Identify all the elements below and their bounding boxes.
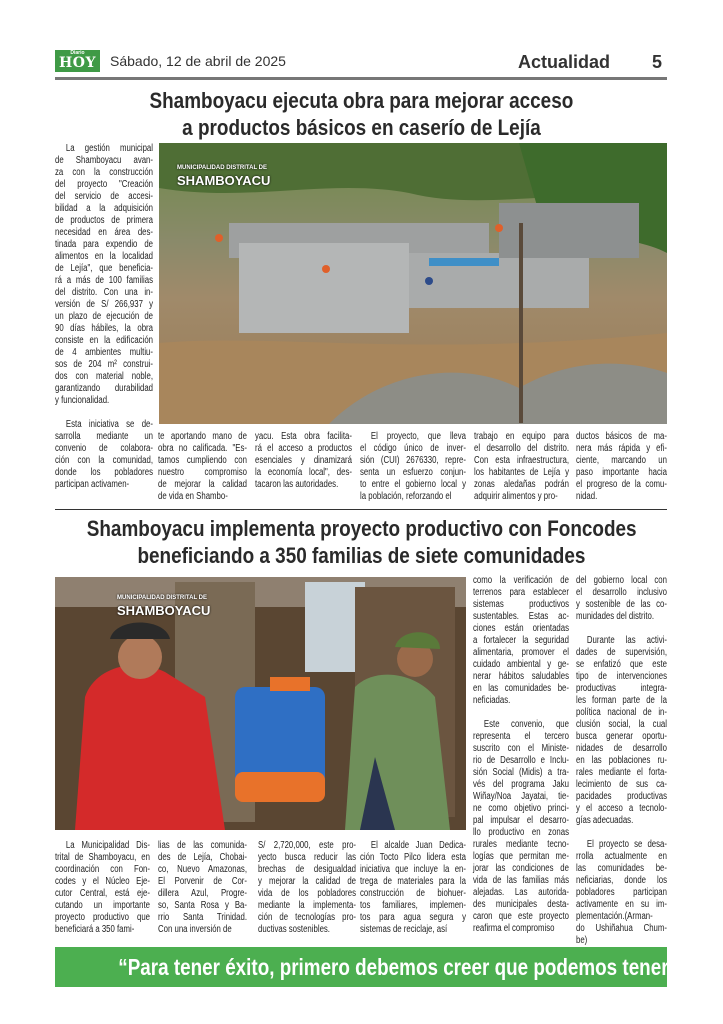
text-line: nidad.: [576, 491, 598, 502]
text-line: a fortalecer la seguridad: [473, 635, 569, 646]
text-line: Este convenio, que: [483, 719, 569, 730]
text-line: trabajo en equipo para: [474, 431, 569, 442]
text-line: nerar hábitos saludables: [473, 671, 569, 682]
text-line: de productos de primera: [55, 215, 153, 226]
text-line: les forman parte de la: [576, 695, 667, 706]
column-text: [576, 575, 667, 947]
text-line: sustentables. Estas ac-: [473, 611, 569, 622]
text-line: neficiarias, donde los: [576, 875, 667, 886]
text-line: do Ushiñahua Chum-: [576, 923, 667, 934]
headline-line: beneficiando a 350 familias de siete comunidades: [137, 543, 586, 568]
text-line: yecto busca reducir las: [258, 852, 356, 863]
quote-text: “Para tener éxito, primero debemos creer que podemos tenerlo”: [118, 954, 695, 980]
text-line: donde los pobladores: [55, 467, 153, 478]
column-text: [55, 840, 150, 936]
text-line: pal impulsar el desarro-: [473, 815, 569, 826]
text-line: rurales mediante tecno-: [473, 839, 569, 850]
quote-banner: [55, 947, 695, 987]
text-line: vida de los pobladores: [258, 888, 356, 899]
article1-column-1: [55, 143, 153, 491]
text-line: y el acceso a tecnolo-: [576, 803, 667, 814]
text-line: de vida en Shambo-: [158, 491, 228, 502]
article2-column-5: [473, 575, 569, 935]
article1-column-2: [158, 431, 247, 503]
paragraph-gap: [55, 407, 153, 419]
text-line: trital de Shamboyacu, en: [55, 852, 150, 863]
paragraph-gap: [576, 827, 667, 839]
text-line: cutando un importante: [55, 900, 150, 911]
text-line: munidades del distrito.: [576, 611, 655, 622]
column-text: [255, 431, 352, 491]
text-line: so, Santa Rosa y Ba-: [158, 900, 247, 911]
text-line: La Municipalidad Dis-: [65, 840, 150, 851]
column-text: [55, 143, 153, 491]
text-line: Wiñay/Noa Jayatai, tie-: [473, 791, 569, 802]
text-line: rrio Santa Trinidad.: [158, 912, 247, 923]
diario-hoy-logo: [55, 50, 100, 72]
headline-line: Shamboyacu implementa proyecto productivo con Foncodes: [86, 516, 637, 541]
text-line: el desarrollo inclusivo: [576, 587, 667, 598]
article2-column-3: [258, 840, 356, 936]
text-line: obra no calificada. "Es-: [158, 443, 247, 454]
column-text: [360, 840, 466, 936]
paragraph-gap: [473, 707, 569, 719]
text-line: senta un esfuerzo conjun-: [360, 467, 466, 478]
text-line: garantizando durabilidad: [55, 383, 153, 394]
text-line: y funcionalidad.: [55, 395, 110, 406]
text-line: consiste en la edificación: [55, 335, 153, 346]
text-line: co, Nuevo Amazonas,: [158, 864, 247, 875]
text-line: del proyecto "Creación: [55, 179, 153, 190]
article1-headline: [0, 87, 723, 141]
text-line: tacaron las autoridades.: [255, 479, 339, 490]
text-line: ción con la comunidad,: [55, 455, 153, 466]
photo-watermark: SHAMBOYACU: [177, 173, 271, 188]
text-line: El Porvenir de Cor-: [158, 876, 247, 887]
text-line: de Lejía", que beneficia-: [55, 263, 153, 274]
logo-big-text: HOY: [59, 55, 96, 71]
article2-column-4: [360, 840, 466, 936]
text-line: necesidad en área des-: [55, 227, 153, 238]
section-title: Actualidad: [518, 52, 611, 72]
text-line: Con una inversión de: [158, 924, 232, 935]
text-line: logías que permitan me-: [473, 851, 569, 862]
text-line: un plazo de ejecución de: [55, 311, 153, 322]
article1-photo-construction: [159, 143, 667, 424]
text-line: activamente en su im-: [576, 899, 667, 910]
text-line: pobladores participan: [576, 887, 667, 898]
text-line: cutor Central, está eje-: [55, 888, 150, 899]
text-line: ciente, marcando un: [576, 455, 667, 466]
text-line: suscrito con el Ministe-: [473, 743, 569, 754]
text-line: rales mediante el forta-: [576, 767, 667, 778]
text-line: representa el tercero: [473, 731, 569, 742]
text-line: rio de Desarrollo e Inclu-: [473, 755, 569, 766]
text-line: sistemas de reciclaje, así: [360, 924, 448, 935]
paragraph-gap: [576, 623, 667, 635]
article2-column-1: [55, 840, 150, 936]
text-line: la economía local", des-: [255, 467, 352, 478]
text-line: brechas de desigualdad: [258, 864, 356, 875]
text-line: dillera Azul, Progre-: [158, 888, 247, 899]
text-line: la población, reforzando el: [360, 491, 452, 502]
text-line: sarrolla mediante un: [55, 431, 153, 442]
page-number: 5: [652, 52, 663, 72]
text-line: ductivas sostenibles.: [258, 924, 330, 935]
text-line: gías adecuadas.: [576, 815, 634, 826]
text-line: codes y el Núcleo Eje-: [55, 876, 150, 887]
text-line: beneficiará a 350 fami-: [55, 924, 135, 935]
text-line: Durante las activi-: [586, 635, 667, 646]
text-line: cuidado ambiental y ge-: [473, 659, 569, 670]
text-line: como la verificación de: [473, 575, 569, 586]
text-line: coordinación con Fon-: [55, 864, 150, 875]
text-line: tos para agua segura y: [360, 912, 466, 923]
column-text: [360, 431, 466, 503]
text-line: Esta iniciativa se de-: [65, 419, 153, 430]
text-line: del distrito. Con una in-: [55, 287, 153, 298]
text-line: se enfatizó que este: [576, 659, 667, 670]
text-line: S/ 2,720,000, este pro-: [258, 840, 356, 851]
text-line: La gestión municipal: [65, 143, 153, 154]
text-line: te aportando mano de: [158, 431, 247, 442]
text-line: busca generar oportu-: [576, 731, 667, 742]
column-text: [258, 840, 356, 936]
text-line: del gobierno local con: [576, 575, 667, 586]
text-line: yacu. Esta obra facilita-: [255, 431, 352, 442]
text-line: lecimiento de sus ca-: [576, 779, 667, 790]
text-line: alejadas. Las autorida-: [473, 887, 569, 898]
text-line: sos de 204 m² construi-: [55, 359, 153, 370]
text-line: y sostenible de las co-: [576, 599, 667, 610]
text-line: dades de supervisión,: [576, 647, 667, 658]
text-line: ción de tecnologías pro-: [258, 912, 356, 923]
text-line: tos familiares, implemen-: [360, 900, 466, 911]
text-line: bilidad a la adquisición: [55, 203, 153, 214]
text-line: versión de S/ 266,937 y: [55, 299, 153, 310]
photo-watermark-small: MUNICIPALIDAD DISTRITAL DE: [117, 595, 207, 601]
text-line: el progreso de la comu-: [576, 479, 667, 490]
column-text: [158, 431, 247, 503]
text-line: terrenos para establecer: [473, 587, 569, 598]
text-line: sistemas productivos: [473, 599, 569, 610]
column-text: [576, 431, 667, 503]
text-line: ductos básicos de ma-: [576, 431, 667, 442]
issue-date: Sábado, 12 de abril de 2025: [110, 53, 286, 69]
text-line: del servicio de accesi-: [55, 191, 153, 202]
text-line: jorar las condiciones de: [473, 863, 569, 874]
text-line: alimentaria, promover el: [473, 647, 569, 658]
text-line: sión Social (Midis) a tra-: [473, 767, 569, 778]
text-line: política nacional de in-: [576, 707, 667, 718]
article1-column-4: [360, 431, 466, 503]
text-line: rrolla actualmente en: [576, 851, 667, 862]
photo-watermark-small: MUNICIPALIDAD DISTRITAL DE: [177, 165, 267, 171]
text-line: participan activamen-: [55, 479, 130, 490]
text-line: rá a más de 100 familias: [55, 275, 153, 286]
article2-headline: [0, 515, 723, 569]
text-line: za con la construcción: [55, 167, 153, 178]
text-line: des de Lejía, Chobai-: [158, 852, 247, 863]
text-line: vida de las familias más: [473, 875, 569, 886]
text-line: y mejorar la calidad de: [258, 876, 356, 887]
text-line: construcción de biohuer-: [360, 888, 466, 899]
text-line: zonas aledañas podrán: [474, 479, 569, 490]
text-line: nera más rápida y efi-: [576, 443, 667, 454]
text-line: dos con material noble,: [55, 371, 153, 382]
text-line: iniciativa que incluye la en-: [360, 864, 466, 875]
column-text: [158, 840, 247, 936]
article1-column-5: [474, 431, 569, 503]
text-line: nuestro compromiso: [158, 467, 247, 478]
headline-line: Shamboyacu ejecuta obra para mejorar acceso: [149, 88, 574, 113]
text-line: productivas integra-: [576, 683, 667, 694]
headline-line: a productos básicos en caserío de Lejía: [182, 115, 541, 140]
text-line: tinada para expendio de: [55, 239, 153, 250]
text-line: las comunidades be-: [576, 863, 667, 874]
text-line: mediante la implementa-: [258, 900, 356, 911]
text-line: en las comunidades be-: [473, 683, 569, 694]
text-line: ciones están orientadas: [473, 623, 569, 634]
logo-small-text: Diario: [70, 50, 85, 56]
text-line: ción Tocto Pilco lidera esta: [360, 852, 466, 863]
column-text: [473, 575, 569, 935]
text-line: plementación.(Arman-: [576, 911, 653, 922]
article2-column-6: [576, 575, 667, 947]
text-line: vés del programa Jaku: [473, 779, 569, 790]
text-line: esenciales y dinamizará: [255, 455, 352, 466]
text-line: 90 días hábiles, la obra: [55, 323, 153, 334]
text-line: el código único de inver-: [360, 443, 466, 454]
text-line: nidades de desarrollo: [576, 743, 667, 754]
text-line: paso importante hacia: [576, 467, 667, 478]
text-line: clusión social, la cual: [576, 719, 667, 730]
text-line: en las poblaciones ru-: [576, 755, 667, 766]
text-line: los habitantes de Lejía y: [474, 467, 569, 478]
text-line: neficiadas.: [473, 695, 511, 706]
article2-column-2: [158, 840, 247, 936]
text-line: de 4 ambientes multiu-: [55, 347, 153, 358]
text-line: des municipales desta-: [473, 899, 569, 910]
photo-watermark: SHAMBOYACU: [117, 603, 211, 618]
text-line: pacidades productivas: [576, 791, 667, 802]
text-line: proyecto productivo que: [55, 912, 150, 923]
text-line: de Shamboyacu avan-: [55, 155, 153, 166]
text-line: El alcalde Juan Dedica-: [370, 840, 466, 851]
text-line: el desarrollo del distrito.: [474, 443, 569, 454]
text-line: rá el acceso a productos: [255, 443, 352, 454]
text-line: caron que este proyecto: [473, 911, 569, 922]
text-line: tamos cumpliendo con: [158, 455, 247, 466]
text-line: de mejorar la calidad: [158, 479, 247, 490]
article1-column-6: [576, 431, 667, 503]
text-line: be): [576, 935, 588, 946]
text-line: to entre el gobierno local y: [360, 479, 466, 490]
text-line: El proyecto, que lleva: [370, 431, 466, 442]
article1-column-3: [255, 431, 352, 491]
text-line: convenio de colabora-: [55, 443, 153, 454]
article2-photo-equipment-delivery: [55, 577, 466, 830]
column-text: [474, 431, 569, 503]
text-line: llo productivo en zonas: [473, 827, 569, 838]
header-divider: [55, 77, 667, 80]
text-line: sión (CUI) 2676330, repre-: [360, 455, 466, 466]
text-line: adquirir alimentos y pro-: [474, 491, 558, 502]
text-line: trega de materiales para la: [360, 876, 466, 887]
text-line: ne como objetivo princi-: [473, 803, 569, 814]
text-line: lias de las comunida-: [158, 840, 247, 851]
text-line: tipo de intervenciones: [576, 671, 667, 682]
text-line: El proyecto se desa-: [586, 839, 667, 850]
text-line: alimentos en la localidad: [55, 251, 153, 262]
article-divider: [55, 509, 667, 510]
text-line: reafirma el compromiso: [473, 923, 555, 934]
text-line: Con esta infraestructura,: [474, 455, 569, 466]
